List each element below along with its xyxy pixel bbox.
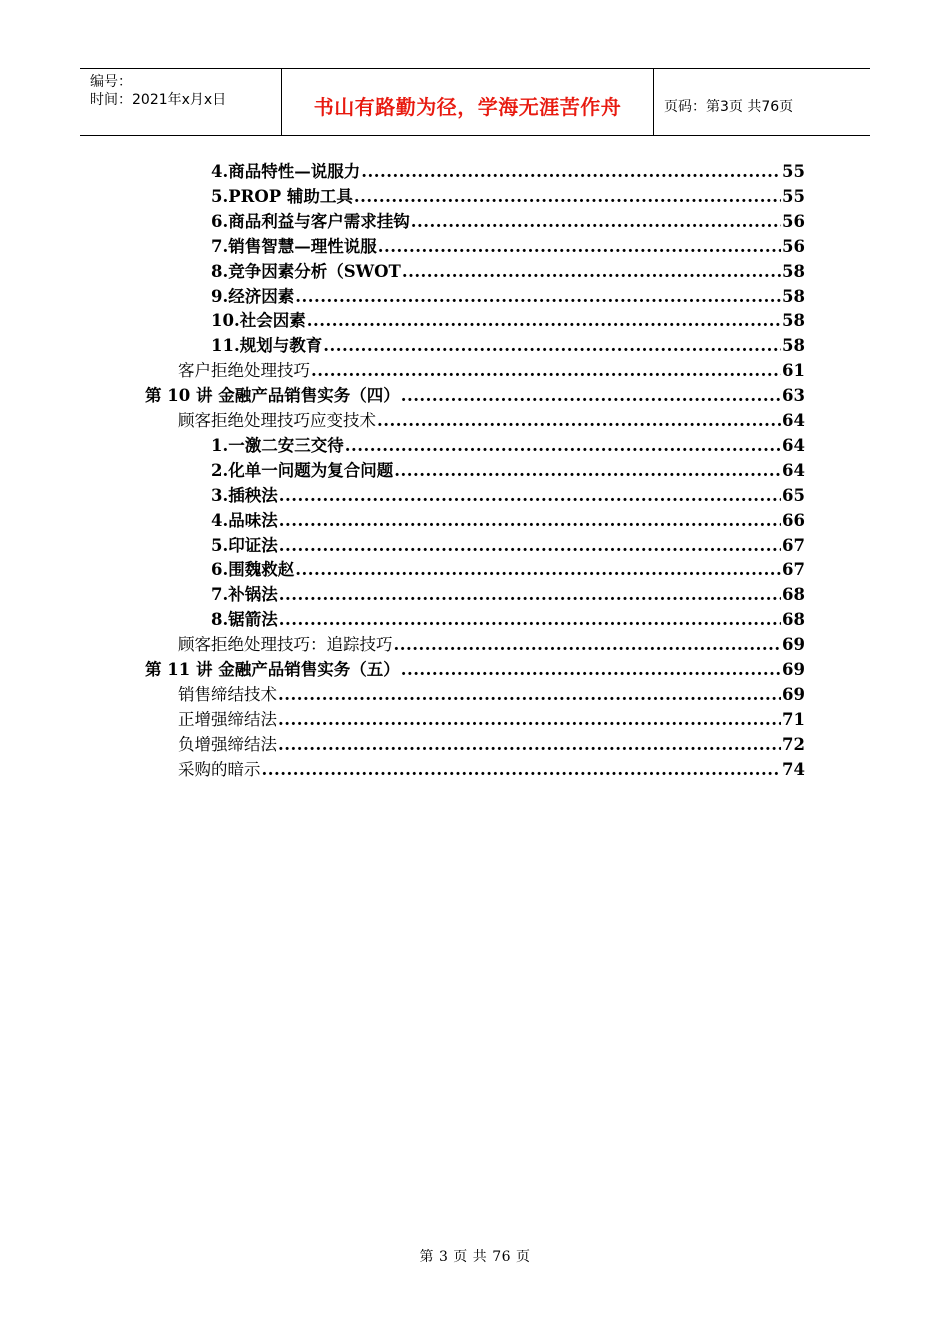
toc-entry[interactable] [178,758,805,782]
toc-entry[interactable] [178,708,805,732]
toc-entry-title: 正增强缔结法 [178,709,277,729]
toc-leader-dots [307,309,781,333]
toc-entry-page: 68 [782,585,805,605]
header-motto: 书山有路勤为径，学海无涯苦作舟 [282,69,654,135]
toc-entry-page: 58 [782,336,805,356]
toc-entry-page: 55 [782,162,805,181]
toc-entry[interactable] [211,484,805,508]
toc-entry-title: 7.销售智慧—理性说服 [211,236,377,256]
toc-leader-dots [279,484,781,508]
toc-entry-title: 销售缔结技术 [178,684,277,704]
toc-entry[interactable] [211,235,805,259]
toc-entry-page: 69 [782,684,805,704]
toc-leader-dots [378,235,781,259]
toc-entry[interactable] [211,434,805,458]
toc-leader-dots [394,459,781,483]
toc-leader-dots [345,434,781,458]
header-page-info: 页码：第3页 共76页 [664,99,794,115]
toc-entry-page: 64 [782,435,805,455]
toc-entry-title: 第 10 讲 金融产品销售实务（四） [145,386,400,406]
toc-entry-title: 3.插秧法 [211,485,278,505]
toc-entry-page: 69 [782,660,805,679]
toc-entry[interactable] [211,285,805,309]
toc-entry-title: 6.围魏救赵 [211,560,295,580]
toc-entry-title: 8.竞争因素分析（SWOT [211,261,401,281]
toc-leader-dots [377,409,781,433]
toc-entry-page: 56 [782,236,805,256]
toc-leader-dots [402,260,781,284]
toc-entry-title: 客户拒绝处理技巧 [178,361,310,381]
toc-leader-dots [361,160,781,184]
toc-entry-title: 8.锯箭法 [211,610,278,630]
toc-entry[interactable] [211,608,805,632]
toc-leader-dots [278,708,781,732]
toc-entry[interactable] [211,334,805,358]
toc-entry-page: 74 [782,759,805,779]
toc-entry-title: 第 11 讲 金融产品销售实务（五） [145,660,400,679]
toc-entry-page: 55 [782,186,805,206]
toc-leader-dots [279,534,781,558]
toc-entry-title: 9.经济因素 [211,286,295,306]
toc-leader-dots [262,758,782,782]
toc-leader-dots [323,334,781,358]
toc-entry[interactable] [211,160,805,184]
toc-entry-page: 58 [782,261,805,281]
toc-entry-page: 68 [782,610,805,630]
toc-entry-title: 负增强缔结法 [178,734,277,754]
toc-entry-page: 69 [782,635,805,655]
toc-entry[interactable] [178,409,805,433]
toc-entry-title: 4.品味法 [211,510,278,530]
toc-entry-title: 7.补锅法 [211,585,278,605]
toc-entry[interactable] [211,534,805,558]
toc-entry-page: 71 [782,709,805,729]
toc-entry-title: 4.商品特性—说服力 [211,162,361,181]
toc-leader-dots [311,359,781,383]
toc-leader-dots [354,185,781,209]
page-header [80,68,870,136]
toc-leader-dots [279,509,781,533]
toc-entry-page: 65 [782,485,805,505]
toc-entry-title: 顾客拒绝处理技巧应变技术 [178,411,376,430]
toc-entry[interactable] [211,260,805,284]
toc-entry[interactable] [211,185,805,209]
toc-leader-dots [278,683,781,707]
toc-leader-dots [411,210,781,234]
toc-leader-dots [279,583,781,607]
toc-entry[interactable] [211,509,805,533]
toc-leader-dots [295,558,781,582]
toc-entry-page: 66 [782,510,805,530]
toc-entry[interactable] [178,633,805,657]
toc-entry[interactable] [211,459,805,483]
toc-entry-page: 64 [782,411,805,430]
toc-entry-title: 采购的暗示 [178,759,261,779]
toc-leader-dots [394,633,782,657]
toc-entry-title: 5.印证法 [211,535,278,555]
toc-entry[interactable] [211,309,805,333]
time-label: 时间：2021年x月x日 [90,92,227,108]
toc-leader-dots [401,658,781,682]
toc-entry[interactable] [178,733,805,757]
toc-leader-dots [401,384,781,408]
toc-entry-page: 61 [782,361,805,381]
toc-entry[interactable] [211,583,805,607]
page-footer: 第 3 页 共 76 页 [419,1249,531,1265]
toc-entry-title: 10.社会因素 [211,311,306,331]
toc-entry-title: 2.化单一问题为复合问题 [211,460,394,480]
toc-entry[interactable] [178,359,805,383]
toc-entry[interactable] [145,384,805,408]
toc-entry-page: 58 [782,286,805,306]
toc-entry-title: 11.规划与教育 [211,336,323,356]
toc-entry-page: 63 [782,386,805,406]
toc-entry-title: 6.商品利益与客户需求挂钩 [211,211,410,231]
toc-entry[interactable] [178,683,805,707]
header-meta [80,69,282,135]
toc-entry[interactable] [145,658,805,682]
toc-entry-page: 64 [782,460,805,480]
toc-entry-page: 67 [782,535,805,555]
toc-entry-page: 72 [782,734,805,754]
code-label: 编号： [90,74,132,90]
toc-entry-title: 5.PROP 辅助工具 [211,186,353,206]
toc-entry[interactable] [211,210,805,234]
toc-entry-title: 顾客拒绝处理技巧：追踪技巧 [178,635,393,655]
toc-entry-page: 67 [782,560,805,580]
toc-entry-title: 1.一激二安三交待 [211,435,344,455]
toc-leader-dots [279,608,781,632]
toc-leader-dots [295,285,781,309]
toc-entry-page: 56 [782,211,805,231]
toc-entry[interactable] [211,558,805,582]
toc-entry-page: 58 [782,311,805,331]
toc-leader-dots [278,733,781,757]
